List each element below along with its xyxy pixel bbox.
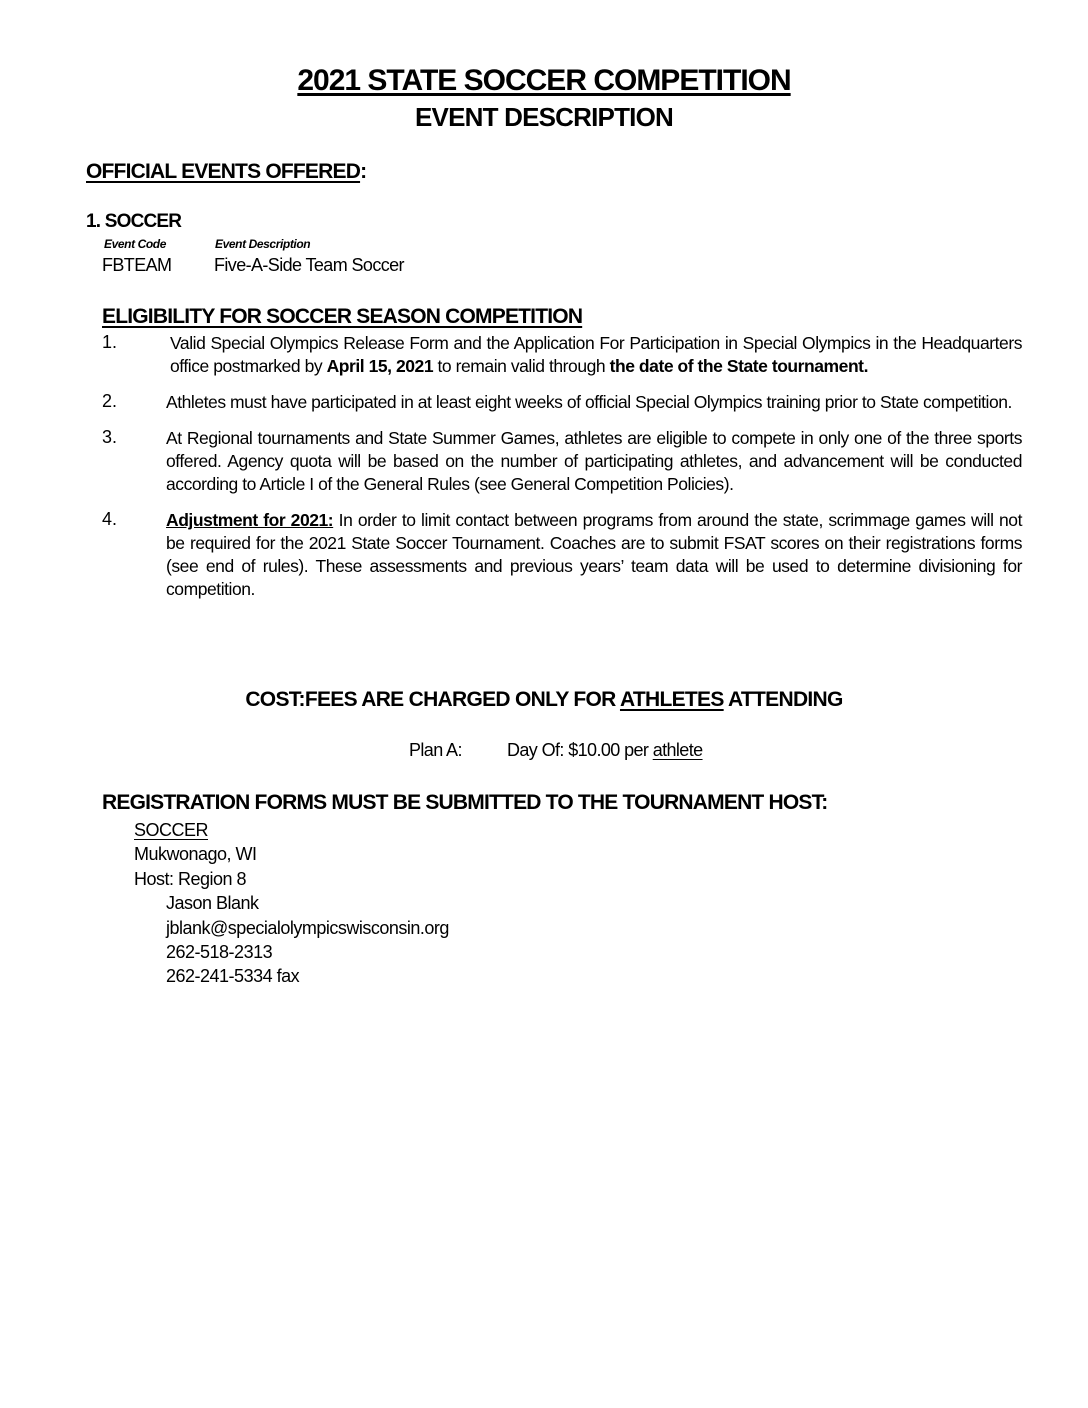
event-description-column-label: Event Description xyxy=(215,237,311,251)
eligibility-heading: ELIGIBILITY FOR SOCCER SEASON COMPETITION xyxy=(102,305,583,328)
registration-heading: REGISTRATION FORMS MUST BE SUBMITTED TO THE TOURNAMENT HOST: xyxy=(102,791,828,814)
registration-location: Mukwonago, WI xyxy=(134,844,257,865)
contact-name: Jason Blank xyxy=(166,893,259,914)
list-item-text: At Regional tournaments and State Summer Games, athletes are eligible to compete in only one of the three sports offered. Agency quota will be based on the number of participating athletes, and advancement will be conducted according to Article I of the General Rules (see General Competition Policies). xyxy=(166,428,1022,494)
list-item-number: 4. xyxy=(102,509,118,529)
list-item-text: Adjustment for 2021: In order to limit contact between programs from around the state, scrimmage games will not be required for the 2021 State Soccer Tournament. Coaches are to submit FSAT scores on their registrations forms (see end of rules). These assessments and previous years’ team data will be used to determine divisioning for competition. xyxy=(166,510,1022,599)
event-code-value: FBTEAM xyxy=(102,255,172,275)
page-title: 2021 STATE SOCCER COMPETITION xyxy=(297,64,791,97)
list-item xyxy=(102,332,1022,378)
eligibility-list xyxy=(102,332,1022,614)
plan-label: Plan A: xyxy=(409,740,462,760)
list-item-number: 3. xyxy=(102,427,118,447)
list-item-text: Athletes must have participated in at least eight weeks of official Special Olympics training prior to State competition. xyxy=(166,392,1012,412)
list-item xyxy=(102,427,1022,496)
event-code-column-label: Event Code xyxy=(104,237,167,251)
official-events-heading: OFFICIAL EVENTS OFFERED: xyxy=(86,160,367,183)
registration-host: Host: Region 8 xyxy=(134,868,247,889)
registration-sport: SOCCER xyxy=(134,820,209,840)
contact-fax: 262-241-5334 fax xyxy=(166,966,300,987)
contact-email[interactable]: jblank@specialolympicswisconsin.org xyxy=(166,917,449,938)
list-item-text: Valid Special Olympics Release Form and the Application For Participation in Special Olympics in the Headquarters office postmarked by April 15, 2021 to remain valid through the date of the State tournament. xyxy=(170,333,1022,376)
sport-heading: 1. SOCCER xyxy=(86,211,182,232)
list-item xyxy=(102,509,1022,601)
contact-phone: 262-518-2313 xyxy=(166,942,273,963)
list-item-number: 1. xyxy=(102,332,118,352)
list-item-number: 2. xyxy=(102,391,118,411)
list-item xyxy=(102,391,1022,414)
page-subtitle: EVENT DESCRIPTION xyxy=(415,102,673,132)
registration-contact xyxy=(134,818,449,989)
event-description-value: Five-A-Side Team Soccer xyxy=(214,255,404,275)
plan-price: Day Of: $10.00 per athlete xyxy=(507,740,703,760)
cost-heading: COST:FEES ARE CHARGED ONLY FOR ATHLETES ATTENDING xyxy=(245,688,843,711)
